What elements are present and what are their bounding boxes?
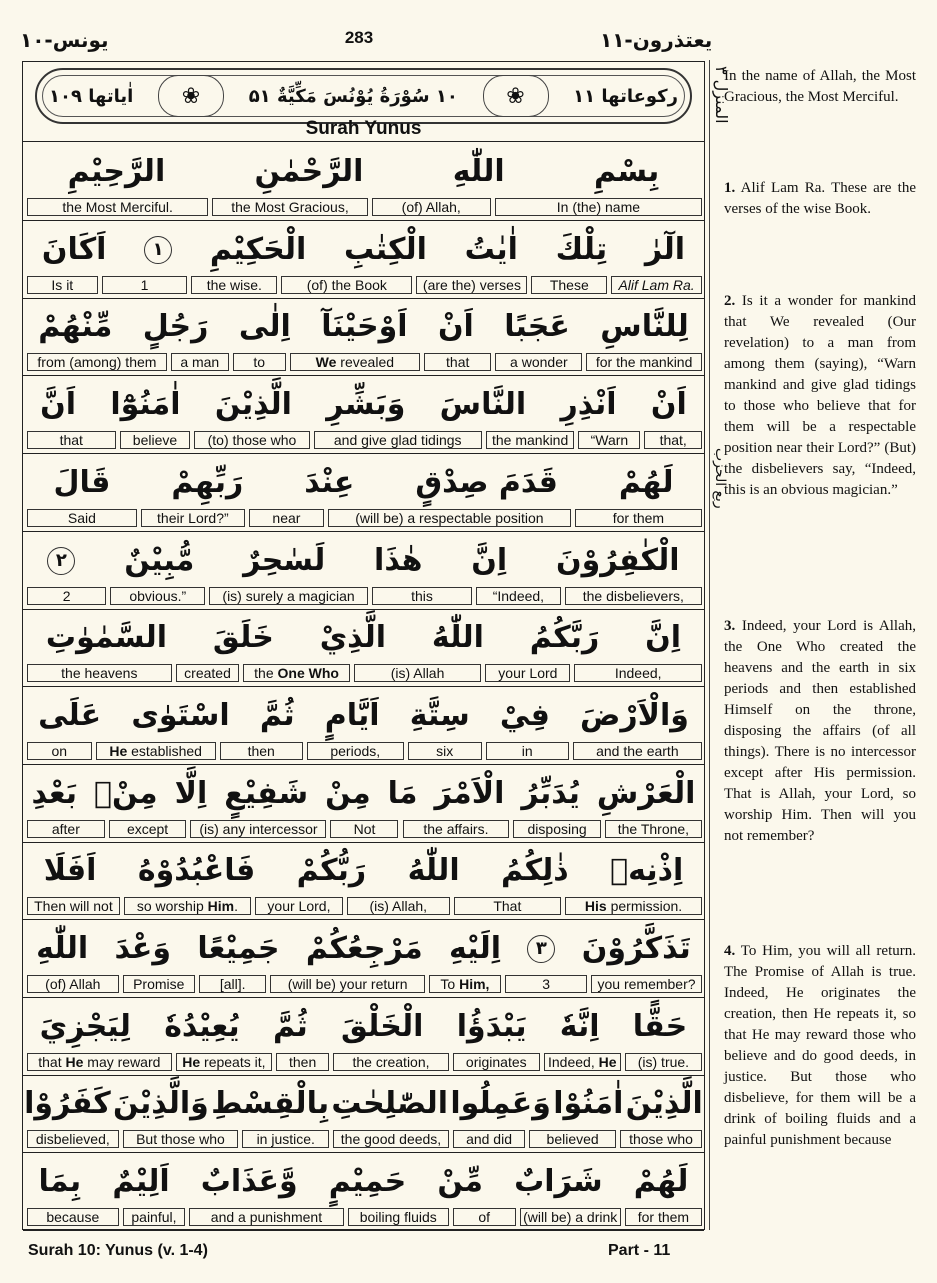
arabic-word: اَنَّ [40, 387, 77, 423]
gloss-box: and did [453, 1130, 525, 1148]
translation-text: Is it a wonder for mankind that We revealed (Our revelation) to a man from among them (saying), “Warn mankind and give glad tidings to those who believe that for them will be a respectable position near their Lord?” (But) the disbelievers say, “Indeed, this is an obvious magician.” [724, 293, 917, 498]
arabic-word: رَبِّهِمْ [171, 464, 244, 500]
translation-text: To Him, you will all return. The Promise of Allah is true. Indeed, He originates the creation, then He repeats it, so that He may reward those who believe and do good deeds, in justice. But those who disbelieve, for them will be a drink of boiling fluids and a painful punishment because [724, 943, 916, 1148]
arabic-word: اٰيٰتُ [464, 231, 518, 267]
gloss-line [27, 742, 700, 762]
gloss-box: We revealed [290, 353, 420, 371]
surah-title: Surah Yunus [305, 118, 422, 139]
gloss-box: of [453, 1208, 516, 1226]
gloss-box: boiling fluids [348, 1208, 449, 1226]
verse-number: 4. [724, 943, 736, 959]
arabic-line [23, 534, 704, 588]
verse-row [23, 143, 704, 221]
ayah-end-marker: ۲ [47, 547, 75, 575]
arabic-word: لَهُمْ [633, 1164, 689, 1200]
gloss-box: in justice. [242, 1130, 329, 1148]
gloss-box: Indeed, [574, 664, 702, 682]
arabic-word: اَيَّامٍ [324, 697, 380, 733]
arabic-line [23, 844, 704, 898]
gloss-line [27, 1208, 700, 1228]
gloss-box: “Indeed, [476, 587, 561, 605]
arabic-word: اَكَانَ [41, 231, 107, 267]
gloss-box: your Lord [485, 664, 570, 682]
gloss-box: six [408, 742, 482, 760]
arabic-word: اسْتَوٰى [131, 697, 230, 733]
verse-row [23, 376, 704, 454]
verse-row [23, 532, 704, 610]
arabic-word: وَبَشِّرِ [326, 387, 406, 423]
arabic-word: حَمِيْمٍ [328, 1164, 407, 1200]
gloss-box: 1 [102, 276, 188, 294]
arabic-word: مَرْجِعُكُمْ [305, 931, 423, 966]
gloss-box: “Warn [578, 431, 640, 449]
verse-row [23, 609, 704, 687]
gloss-box: that [27, 431, 116, 449]
header-surah-label: یونس-۱۰ [20, 28, 109, 52]
gloss-line [27, 1053, 700, 1073]
arabic-word: مُّبِيْنٌ [124, 542, 195, 578]
gloss-box: except [109, 820, 187, 838]
arabic-word: اٰمَنُوْا [553, 1086, 624, 1122]
gloss-box: on [27, 742, 92, 760]
arabic-word: الْاَمْرَ [434, 775, 505, 811]
arabic-word: اِذْنِهٖ [610, 853, 684, 889]
arabic-word: بِمَا [38, 1164, 82, 1200]
gloss-box: That [454, 897, 562, 915]
verse-row [23, 920, 704, 998]
arabic-word: اَوْحَيْنَآ [321, 309, 408, 345]
verse-row [23, 298, 704, 376]
surah-banner [35, 68, 692, 124]
gloss-box: their Lord?” [141, 509, 245, 527]
gloss-box: a wonder [495, 353, 582, 371]
verse-number: 1. [724, 180, 736, 196]
arabic-word: كَفَرُوْا [24, 1086, 111, 1122]
arabic-word: اَنْذِرِ [560, 387, 617, 423]
gloss-box: [all]. [199, 975, 267, 993]
gloss-box: the Most Gracious, [212, 198, 367, 216]
arabic-word: اِلَيْهِ [449, 931, 502, 966]
arabic-word: الْحَكِيْمِ [209, 231, 307, 267]
arabic-line [23, 689, 704, 743]
gloss-box: (is) surely a magician [209, 587, 367, 605]
gloss-box: and give glad tidings [314, 431, 482, 449]
verse-row [23, 842, 704, 920]
gloss-box: believe [120, 431, 191, 449]
verse-row [23, 687, 704, 765]
arabic-word: جَمِيْعًا [197, 931, 280, 966]
arabic-word: ثُمَّ [272, 1008, 308, 1044]
arabic-word: اَلِيْمٌ [112, 1164, 170, 1200]
gloss-box: disbelieved, [27, 1130, 119, 1148]
arabic-line [23, 300, 704, 354]
gloss-box: the good deeds, [333, 1130, 449, 1148]
gloss-box: because [27, 1208, 119, 1226]
verse-number: 3. [724, 618, 736, 634]
arabic-word: لَسٰحِرٌ [243, 542, 326, 578]
ruku-marker: ربع الحزب [712, 448, 728, 509]
arabic-word: الْعَرْشِ [596, 775, 696, 811]
gloss-box: believed [529, 1130, 616, 1148]
gloss-box: 2 [27, 587, 106, 605]
arabic-word: الْكٰفِرُوْنَ [556, 542, 680, 578]
gloss-box: and a punishment [189, 1208, 343, 1226]
gloss-box: (will be) a respectable position [328, 509, 571, 527]
gloss-line [27, 509, 700, 529]
arabic-line [23, 456, 704, 510]
gloss-line [27, 664, 700, 684]
gloss-box: the Most Merciful. [27, 198, 208, 216]
arabic-word: وَعْدَ [114, 931, 172, 966]
translation-paragraph [724, 66, 916, 108]
arabic-word: الَّذِيْنَ [625, 1086, 703, 1122]
arabic-word: وَعَمِلُوا [450, 1086, 551, 1122]
arabic-word: فَاعْبُدُوْهُ [137, 853, 256, 889]
arabic-word: رَجُلٍ [142, 309, 209, 345]
arabic-word: سِتَّةِ [409, 697, 470, 733]
verse-row [23, 1153, 704, 1231]
gloss-box: (is) Allah, [347, 897, 450, 915]
arabic-word: اللّٰهُ [431, 620, 484, 656]
gloss-box: These [531, 276, 607, 294]
arabic-word: قَدَمَ صِدْقٍ [415, 464, 558, 500]
gloss-line [27, 820, 700, 840]
gloss-box: the disbelievers, [565, 587, 702, 605]
arabic-word: النَّاسَ [439, 387, 527, 423]
arabic-word: يَبْدَؤُا [456, 1008, 527, 1044]
gloss-box: a man [171, 353, 229, 371]
verse-row [23, 1075, 704, 1153]
arabic-word: الرَّحْمٰنِ [254, 154, 364, 189]
translation-text: In the name of Allah, the Most Gracious, the Most Merciful. [724, 68, 916, 105]
arabic-word: لِلنَّاسِ [600, 309, 689, 345]
gloss-line [27, 276, 700, 296]
arabic-word: بِسْمِ [593, 154, 660, 189]
arabic-word: مِنْ [325, 775, 371, 811]
gloss-box: He repeats it, [176, 1053, 272, 1071]
gloss-box: the Throne, [605, 820, 702, 838]
ayah-end-marker: ۱ [144, 236, 172, 264]
gloss-box: the heavens [27, 664, 172, 682]
arabic-word: رَبُّكُمْ [296, 853, 367, 889]
arabic-word: وَالْاَرْضَ [580, 697, 689, 733]
header-juz-label: یعتذرون-۱۱ [600, 28, 713, 52]
arabic-word: مَا [387, 775, 418, 811]
gloss-box: He established [96, 742, 216, 760]
arabic-word: الْكِتٰبِ [343, 231, 427, 267]
gloss-box: (is) any intercessor [190, 820, 326, 838]
gloss-box: the creation, [333, 1053, 449, 1071]
gloss-box: to [233, 353, 286, 371]
gloss-box: for them [625, 1208, 702, 1226]
arabic-word: وَّعَذَابٌ [200, 1164, 298, 1200]
arabic-word: مِّنْ [437, 1164, 483, 1200]
gloss-box: then [276, 1053, 329, 1071]
gloss-box: near [249, 509, 324, 527]
arabic-word: اَنْ [437, 309, 474, 345]
translation-paragraph [724, 616, 916, 847]
banner-ruku-count: رکوعاتھا ۱۱ [573, 85, 678, 107]
arabic-word: قَالَ [53, 464, 111, 500]
arabic-word: الرَّحِيْمِ [67, 154, 166, 189]
arabic-word: بَعْدِ [31, 775, 78, 811]
verse-number: 2. [724, 293, 736, 309]
arabic-word: عِنْدَ [304, 464, 355, 500]
gloss-box: from (among) them [27, 353, 167, 371]
gloss-line [27, 353, 700, 373]
gloss-box: that He may reward [27, 1053, 172, 1071]
gloss-box: in [486, 742, 569, 760]
word-by-word-panel [22, 61, 705, 1230]
banner-ayah-count: اٰیاتھا ۱۰۹ [49, 85, 134, 107]
gloss-box: for the mankind [586, 353, 702, 371]
page-number: 283 [344, 28, 374, 47]
arabic-word: الْخَلْقَ [341, 1008, 424, 1044]
gloss-box: In (the) name [495, 198, 702, 216]
gloss-box: (is) true. [625, 1053, 702, 1071]
translation-text: Alif Lam Ra. These are the verses of the wise Book. [724, 180, 916, 217]
arabic-word: عَجَبًا [504, 309, 570, 345]
translation-text: Indeed, your Lord is Allah, the One Who created the heavens and the earth in six periods and then established Himself on the throne, disposing the affairs (of all things). There is no intercessor except after His permission. That is Allah, your Lord, so worship Him. Then will you not remember? [724, 618, 916, 844]
arabic-line [23, 1000, 704, 1054]
arabic-word: ذٰلِكُمُ [501, 853, 569, 889]
gloss-box: obvious.” [110, 587, 205, 605]
translation-paragraph [724, 941, 916, 1151]
arabic-word: الٓرٰ [644, 231, 686, 267]
verse-row [23, 221, 704, 299]
verse-row [23, 765, 704, 843]
gloss-line [27, 1130, 700, 1150]
arabic-word: تِلْكَ [555, 231, 608, 267]
gloss-box: 3 [505, 975, 587, 993]
gloss-box: so worship Him. [124, 897, 251, 915]
gloss-box: (is) Allah [354, 664, 482, 682]
arabic-word: اِنَّهٗ [559, 1008, 600, 1044]
arabic-word: اَنْ [650, 387, 687, 423]
gloss-box: for them [575, 509, 702, 527]
gloss-box: your Lord, [255, 897, 343, 915]
arabic-word: اللّٰهِ [452, 154, 505, 189]
gloss-box: periods, [307, 742, 404, 760]
gloss-box: the wise. [191, 276, 277, 294]
arabic-word: مِّنْهُمْ [38, 309, 113, 345]
arabic-line [23, 378, 704, 432]
arabic-word: اِنَّ [645, 620, 681, 656]
gloss-box: and the earth [573, 742, 702, 760]
gloss-box: Alif Lam Ra. [611, 276, 702, 294]
gloss-box: created [176, 664, 240, 682]
verse-row [23, 454, 704, 532]
verse-row [23, 998, 704, 1076]
gloss-line [27, 431, 700, 451]
arabic-line [23, 145, 704, 199]
gloss-box: the affairs. [403, 820, 510, 838]
banner-ornament-icon: ❀ [158, 75, 224, 117]
arabic-line [23, 1155, 704, 1209]
gloss-box: this [372, 587, 472, 605]
gloss-box: the mankind [486, 431, 575, 449]
arabic-line [23, 922, 704, 976]
gloss-box: you remember? [591, 975, 702, 993]
arabic-word: اٰمَنُوْٓا [110, 387, 181, 423]
arabic-word: الَّذِيْ [319, 620, 387, 656]
gloss-box: then [220, 742, 303, 760]
gloss-box: after [27, 820, 105, 838]
gloss-line [27, 198, 700, 218]
arabic-line [23, 611, 704, 665]
gloss-box: (are the) verses [416, 276, 527, 294]
gloss-box: those who [620, 1130, 702, 1148]
arabic-word: حَقًّا [632, 1008, 688, 1044]
arabic-word: يُدَبِّرُ [521, 775, 580, 811]
arabic-word: بِالْقِسْطِ [211, 1086, 330, 1122]
gloss-box: (to) those who [194, 431, 309, 449]
arabic-line [23, 767, 704, 821]
gloss-box: Indeed, He [544, 1053, 621, 1071]
arabic-word: تَذَكَّرُوْنَ [581, 931, 691, 966]
arabic-word: اللّٰهُ [407, 853, 460, 889]
arabic-word: خَلَقَ [212, 620, 274, 656]
gloss-box: His permission. [565, 897, 702, 915]
arabic-word: اللّٰهِ [36, 931, 89, 966]
gloss-box: Is it [27, 276, 98, 294]
gloss-box: (of) Allah [27, 975, 119, 993]
arabic-line [23, 1077, 704, 1131]
arabic-word: وَالَّذِيْنَ [113, 1086, 209, 1122]
gloss-line [27, 587, 700, 607]
translation-paragraph [724, 178, 916, 220]
gloss-box: Said [27, 509, 137, 527]
gloss-box: But those who [123, 1130, 239, 1148]
arabic-word: لَهُمْ [618, 464, 674, 500]
arabic-word: مِنْۢ [94, 775, 158, 811]
gloss-box: Promise [123, 975, 195, 993]
gloss-box: disposing [513, 820, 600, 838]
arabic-word: شَفِيْعٍ [224, 775, 309, 811]
gloss-box: Not [330, 820, 398, 838]
arabic-word: عَلَى [38, 697, 102, 733]
gloss-box: originates [453, 1053, 540, 1071]
arabic-line [23, 223, 704, 277]
gloss-box: (of) Allah, [372, 198, 491, 216]
gloss-line [27, 975, 700, 995]
arabic-word: شَرَابٌ [514, 1164, 603, 1200]
manzil-marker: المنزل ۳ [712, 66, 731, 124]
arabic-word: اِنَّ [471, 542, 508, 578]
gloss-box: (will be) a drink [520, 1208, 621, 1226]
arabic-word: لِيَجْزِيَ [39, 1008, 131, 1044]
gloss-box: that, [644, 431, 702, 449]
arabic-word: رَبَّكُمُ [529, 620, 600, 656]
arabic-word: اَفَلَا [43, 853, 97, 889]
gloss-box: Then will not [27, 897, 120, 915]
ayah-end-marker: ۳ [527, 935, 555, 963]
gloss-box: that [424, 353, 492, 371]
gloss-box: the One Who [243, 664, 349, 682]
banner-surah-name: ۱۰ سُوْرَةُ یُوْنُسَ مَکِّیَّةٌ ۵۱ [248, 85, 458, 107]
divider [23, 141, 704, 142]
arabic-word: اِلٰى [238, 309, 291, 345]
footer-surah-reference: Surah 10: Yunus (v. 1-4) [28, 1242, 208, 1259]
arabic-word: الصّٰلِحٰتِ [331, 1086, 449, 1122]
footer-part-number: Part - 11 [608, 1242, 671, 1259]
arabic-word: يُعِيْدُهٗ [164, 1008, 240, 1044]
arabic-word: اِلَّا [174, 775, 208, 811]
gloss-line [27, 897, 700, 917]
banner-ornament-icon: ❀ [483, 75, 549, 117]
arabic-word: فِيْ [499, 697, 550, 733]
gloss-box: (of) the Book [281, 276, 412, 294]
arabic-word: الَّذِيْنَ [214, 387, 292, 423]
translation-paragraph [724, 291, 916, 501]
gloss-box: painful, [123, 1208, 186, 1226]
arabic-word: ثُمَّ [259, 697, 295, 733]
gloss-box: To Him, [429, 975, 501, 993]
arabic-word: السَّمٰوٰتِ [45, 620, 168, 656]
gloss-box: (will be) your return [270, 975, 424, 993]
arabic-word: هٰذَا [374, 542, 423, 578]
